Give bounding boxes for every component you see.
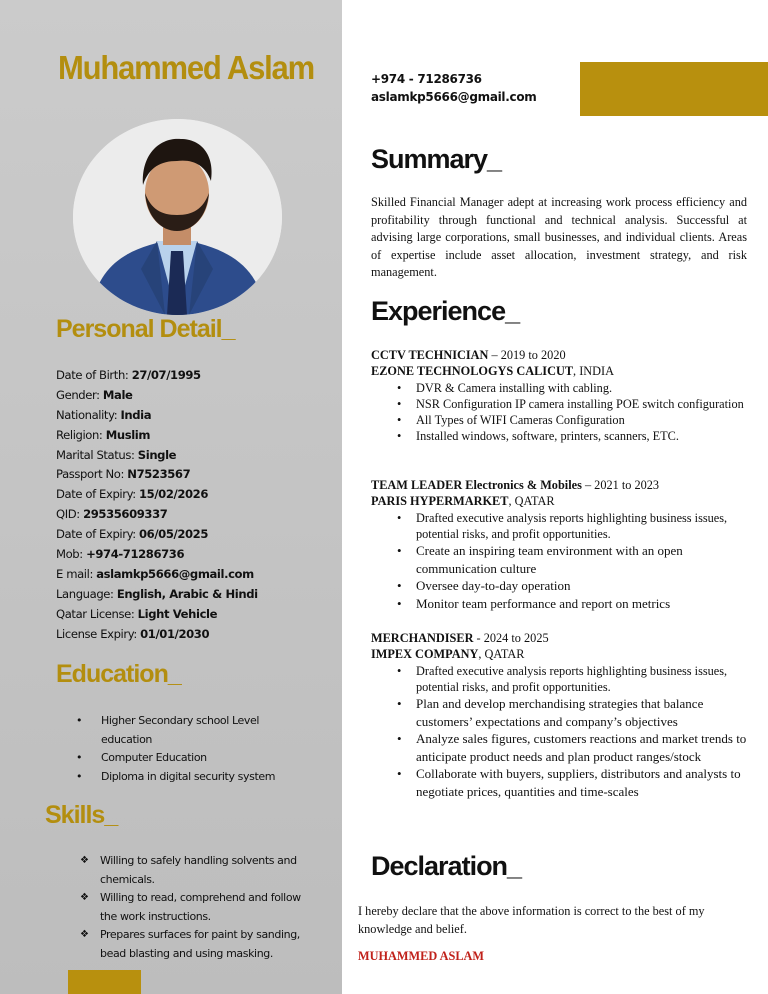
education-list: [76, 712, 306, 786]
list-item: ❖ Willing to safely handling solvents and chemicals.: [80, 852, 310, 889]
detail-value: India: [120, 407, 152, 422]
detail-value: 29535609337: [83, 507, 168, 522]
list-item: • Diploma in digital security system: [76, 768, 306, 787]
detail-value: 01/01/2030: [140, 626, 210, 641]
company-location: , QATAR: [508, 494, 555, 508]
detail-label: Date of Expiry:: [56, 527, 139, 542]
detail-row: [56, 465, 326, 485]
job-title: CCTV TECHNICIAN: [371, 348, 489, 362]
detail-label: Qatar License:: [56, 606, 138, 621]
list-item: • DVR & Camera installing with cabling.: [397, 380, 751, 396]
detail-row: [56, 485, 326, 505]
personal-details: [56, 366, 326, 644]
summary-heading: Summary_: [371, 144, 502, 174]
job-period: – 2021 to 2023: [581, 478, 660, 492]
detail-value: Light Vehicle: [137, 606, 218, 621]
detail-label: Marital Status:: [56, 447, 138, 462]
list-item: • Computer Education: [76, 749, 306, 768]
company-name: PARIS HYPERMARKET: [371, 494, 509, 508]
detail-label: Date of Expiry:: [56, 487, 139, 502]
candidate-name: Muhammed Aslam: [58, 48, 314, 87]
detail-value: 15/02/2026: [139, 487, 209, 502]
skills-list: [80, 852, 310, 963]
job-entry: [371, 477, 751, 612]
job-entry: [371, 630, 751, 800]
list-item: • Installed windows, software, printers, scanners, ETC.: [397, 428, 751, 444]
experience-heading: Experience_: [371, 296, 520, 326]
detail-value: English, Arabic & Hindi: [116, 586, 258, 601]
detail-label: Religion:: [56, 427, 106, 442]
job-entry: [371, 347, 751, 444]
list-item: ❖ Prepares surfaces for paint by sanding, bead blasting and using masking.: [80, 926, 310, 963]
list-item: • All Types of WIFI Cameras Configuration: [397, 412, 751, 428]
detail-value: Male: [102, 387, 133, 402]
detail-row: [56, 525, 326, 545]
detail-row: [56, 505, 326, 525]
company-name: IMPEX COMPANY: [371, 647, 479, 661]
detail-label: Gender:: [56, 387, 103, 402]
list-item: • Plan and develop merchandising strategies that balance customers’ expectations and company’s objectives: [397, 695, 751, 730]
skills-heading: Skills_: [45, 801, 118, 829]
job-title: TEAM LEADER Electronics & Mobiles: [371, 478, 582, 492]
detail-value: Muslim: [105, 427, 151, 442]
summary-text: Skilled Financial Manager adept at increasing work process efficiency and profitability through functional and technical analysis. Successful at advising large corporations, small businesses, and individual clients. Areas of expertise include asset allocation, investment strategy, and risk management.: [371, 195, 747, 279]
list-item: • Analyze sales figures, customers reactions and market trends to anticipate product needs and plan product ranges/stock: [397, 730, 751, 765]
list-item: • Higher Secondary school Level education: [76, 712, 306, 749]
detail-row: [56, 386, 326, 406]
detail-value: +974-71286736: [86, 547, 185, 562]
education-heading: Education_: [56, 660, 181, 688]
profile-photo: [73, 119, 282, 315]
company-name: EZONE TECHNOLOGYS CALICUT: [371, 364, 574, 378]
list-item: • Collaborate with buyers, suppliers, distributors and analysts to negotiate prices, quantities and time-scales: [397, 765, 751, 800]
detail-row: [56, 585, 326, 605]
company-location: , QATAR: [478, 647, 525, 661]
phone-number: +974 - 71286736: [371, 72, 482, 86]
detail-row: [56, 426, 326, 446]
declaration-heading: Declaration_: [371, 851, 522, 881]
detail-value: N7523567: [127, 467, 191, 482]
declaration-text: I hereby declare that the above information is correct to the best of my knowledge and belief.: [358, 904, 705, 936]
detail-value: 06/05/2025: [139, 527, 209, 542]
detail-label: Mob:: [56, 547, 87, 562]
detail-row: [56, 446, 326, 466]
signature-name: MUHAMMED ASLAM: [358, 949, 485, 963]
job-period: – 2019 to 2020: [488, 348, 566, 362]
list-item: • Drafted executive analysis reports highlighting business issues, potential risks, and profit opportunities.: [397, 663, 751, 695]
job-title: MERCHANDISER: [371, 631, 474, 645]
accent-block: [580, 62, 768, 116]
profile-photo-image: [73, 119, 282, 315]
detail-value: Single: [137, 447, 177, 462]
detail-label: Date of Birth:: [56, 368, 132, 382]
detail-value: 27/07/1995: [131, 368, 201, 382]
detail-row: [56, 605, 326, 625]
personal-detail-heading: Personal Detail_: [56, 315, 235, 343]
list-item: ❖ Willing to read, comprehend and follow the work instructions.: [80, 889, 310, 926]
email-address: aslamkp5666@gmail.com: [371, 90, 537, 104]
list-item: • Monitor team performance and report on metrics: [397, 595, 751, 613]
contact-info: [371, 70, 536, 106]
company-location: , INDIA: [573, 364, 615, 378]
detail-label: License Expiry:: [56, 626, 141, 641]
detail-label: QID:: [56, 507, 84, 522]
list-item: • Drafted executive analysis reports highlighting business issues, potential risks, and profit opportunities.: [397, 510, 751, 542]
detail-row: [56, 406, 326, 426]
detail-label: Language:: [56, 586, 117, 601]
detail-row: [56, 545, 326, 565]
detail-label: E mail:: [56, 566, 97, 581]
detail-label: Passport No:: [56, 467, 128, 482]
detail-label: Nationality:: [56, 407, 121, 422]
accent-block: [68, 970, 141, 994]
list-item: • Create an inspiring team environment with an open communication culture: [397, 542, 751, 577]
list-item: • Oversee day-to-day operation: [397, 577, 751, 595]
detail-row: [56, 366, 326, 386]
detail-row: [56, 565, 326, 585]
list-item: • NSR Configuration IP camera installing POE switch configuration: [397, 396, 751, 412]
detail-value: aslamkp5666@gmail.com: [96, 566, 254, 581]
detail-row: [56, 625, 326, 645]
job-period: - 2024 to 2025: [473, 631, 549, 645]
